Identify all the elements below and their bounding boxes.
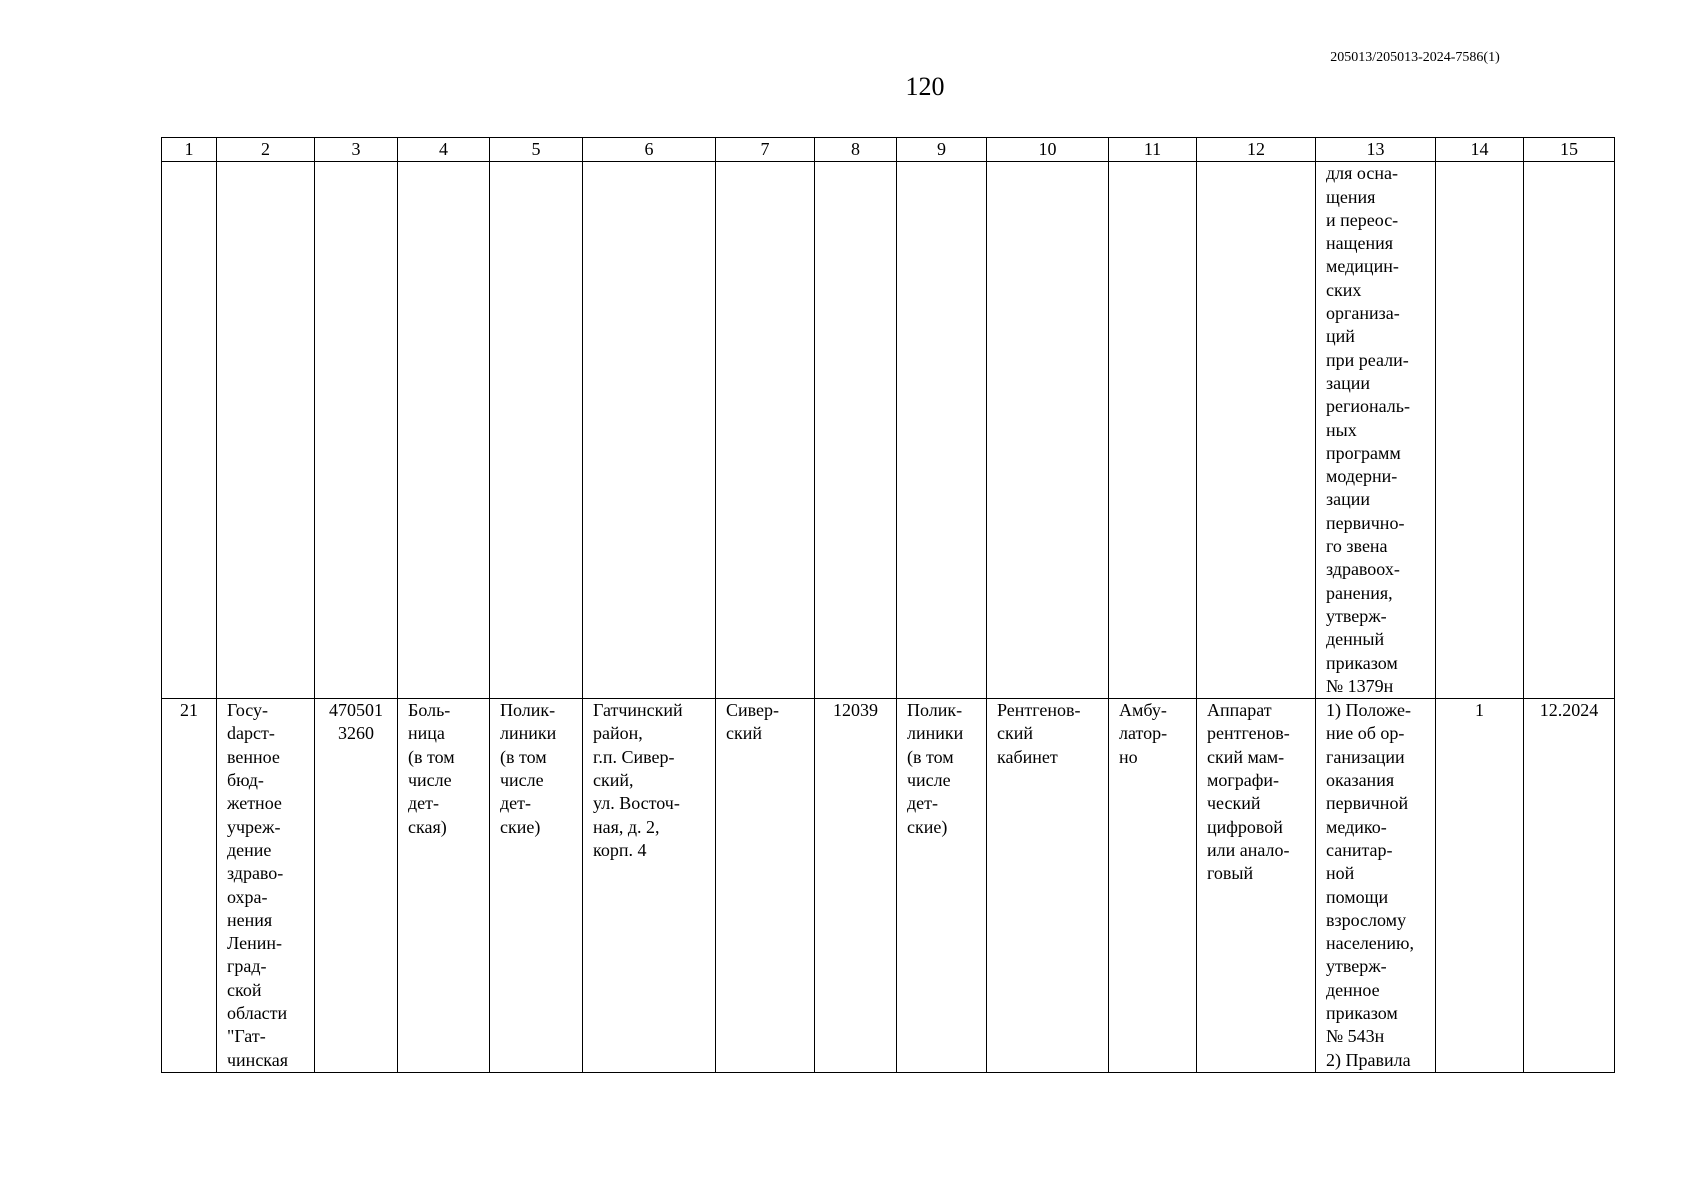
table-cell [716,162,815,699]
table-cell [315,162,398,699]
table-cell [398,162,490,699]
unit-type-cell: Полик- линики (в том числе дет- ские) [490,699,583,1073]
column-number: 11 [1109,138,1197,162]
organization-name-cell: Госу- dарст- венное бюд- жетное учреж- дение здраво- охра- нения Ленин- град- ской области "Гат- чинская [217,699,315,1073]
column-number: 1 [162,138,217,162]
column-number: 13 [1316,138,1436,162]
table-row-continuation [162,162,1615,699]
page-number: 120 [905,72,945,101]
row-number-cell: 21 [162,699,217,1073]
column-number: 2 [217,138,315,162]
table-cell [815,162,897,699]
table-cell [162,162,217,699]
code-cell: 12039 [815,699,897,1073]
column-number: 9 [897,138,987,162]
column-number: 4 [398,138,490,162]
inn-cell: 470501 3260 [315,699,398,1073]
column-number: 14 [1436,138,1524,162]
address-cell: Гатчинский район, г.п. Сивер- ский, ул. Восточ- ная, д. 2, корп. 4 [583,699,716,1073]
equipment-cell: Аппарат рентгенов- ский мам- мографи- ческий цифровой или анало- говый [1197,699,1316,1073]
legal-basis-cell: для осна- щения и переос- нащения медицин- ских организа- ций при реали- зации региональ- ных программ модерни- зации первично- го звена здравоох- ранения, утверж- денный приказом № 1379н [1316,162,1436,699]
date-cell: 12.2024 [1524,699,1615,1073]
table-cell [897,162,987,699]
locality-cell: Сивер- ский [716,699,815,1073]
column-number: 6 [583,138,716,162]
organization-type-cell: Боль- ница (в том числе дет- ская) [398,699,490,1073]
subdivision-cell: Полик- линики (в том числе дет- ские) [897,699,987,1073]
care-conditions-cell: Амбу- латор- но [1109,699,1197,1073]
table-cell [1524,162,1615,699]
table-cell [583,162,716,699]
table-cell [1109,162,1197,699]
table-cell [1197,162,1316,699]
column-number: 5 [490,138,583,162]
table-cell [217,162,315,699]
column-number: 7 [716,138,815,162]
table-row-21 [162,699,1615,1073]
table-cell [490,162,583,699]
table-cell [1436,162,1524,699]
department-cell: Рентгенов- ский кабинет [987,699,1109,1073]
column-number: 12 [1197,138,1316,162]
column-number: 3 [315,138,398,162]
table-cell [987,162,1109,699]
column-number-row [162,138,1615,162]
legal-basis-cell: 1) Положе- ние об ор- ганизации оказания первичной медико- санитар- ной помощи взрослому населению, утверж- денное приказом № 543н 2) Правила [1316,699,1436,1073]
column-number: 10 [987,138,1109,162]
column-number: 15 [1524,138,1615,162]
document-id: 205013/205013-2024-7586(1) [1330,50,1500,65]
column-number: 8 [815,138,897,162]
data-table [161,137,1615,1073]
quantity-cell: 1 [1436,699,1524,1073]
